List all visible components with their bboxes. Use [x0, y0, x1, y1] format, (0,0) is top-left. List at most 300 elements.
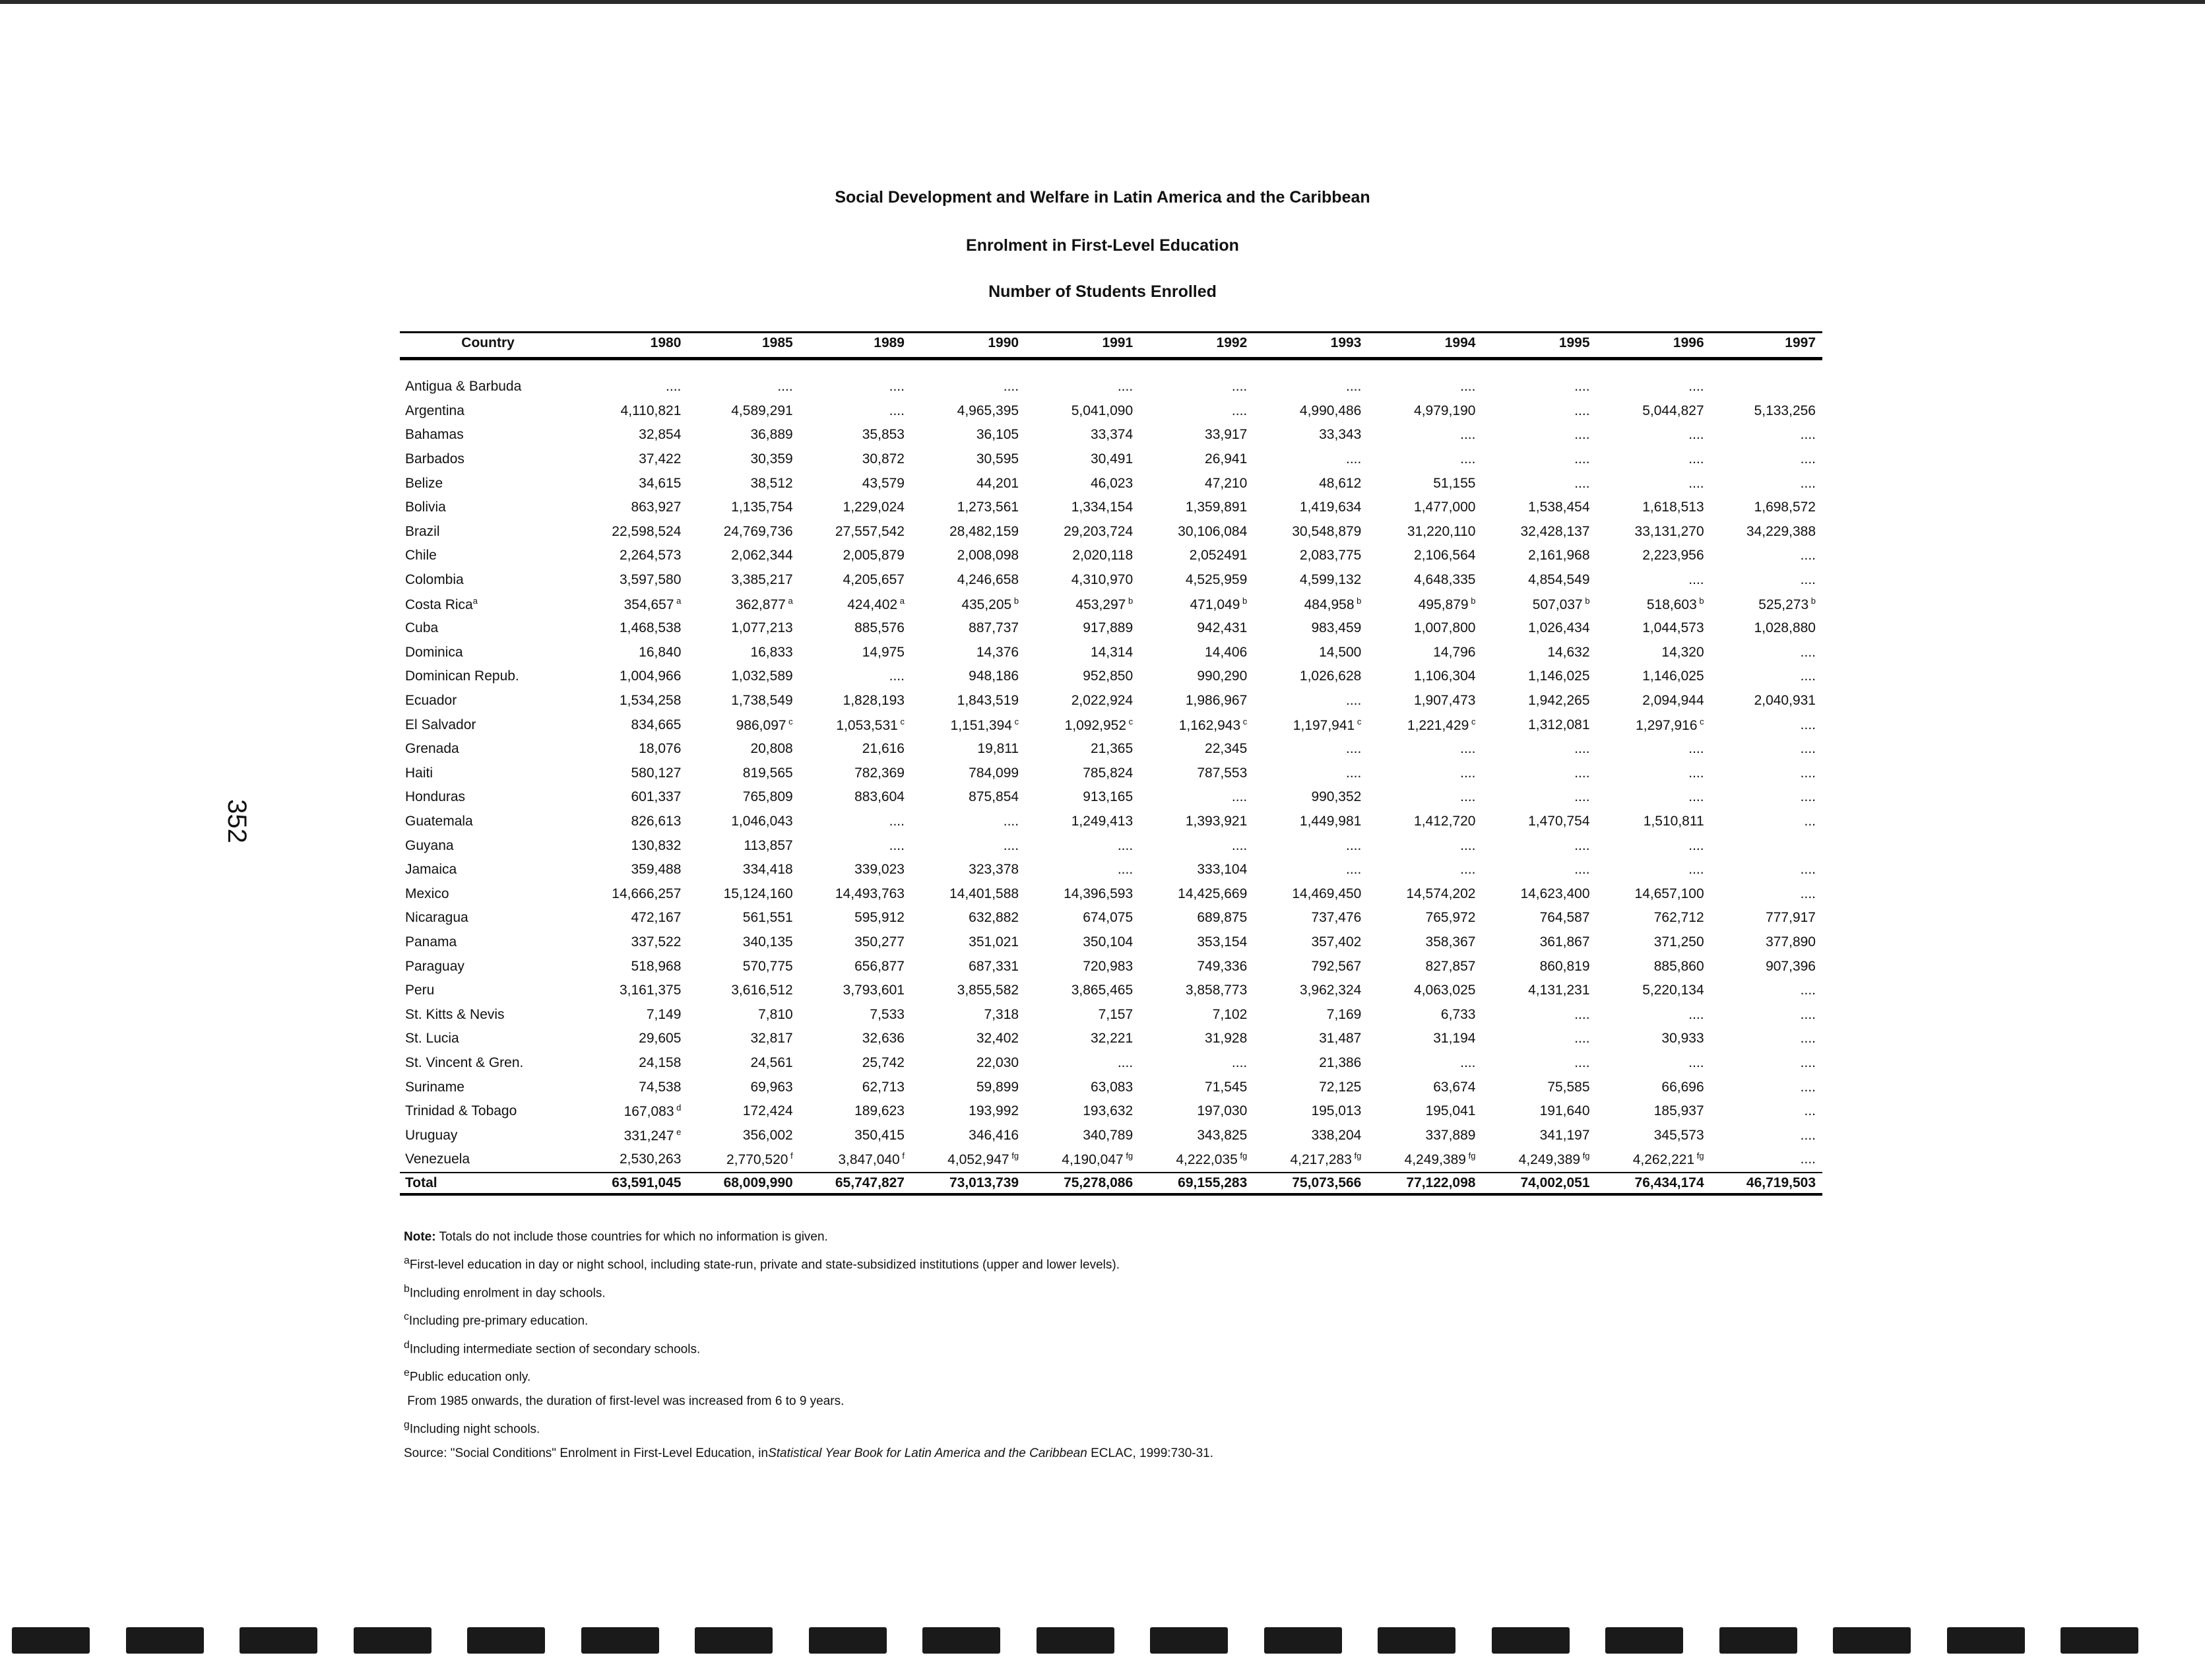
value-cell: 495,879 $^b$ — [1418, 595, 1476, 612]
value-cell: 2,062,344 — [731, 548, 793, 564]
value-cell: 7,533 — [870, 1006, 905, 1022]
value-cell: 377,890 — [1766, 934, 1816, 950]
value-cell: 764,587 — [1539, 910, 1590, 926]
value-cell: .... — [1003, 379, 1019, 395]
value-cell: 71,545 — [1205, 1079, 1248, 1095]
table-row — [400, 1147, 1822, 1173]
column-header-1992: 1992 — [1139, 333, 1254, 359]
country-cell: Brazil — [405, 523, 440, 539]
country-cell: Argentina — [405, 403, 464, 418]
value-cell: 345,573 — [1653, 1127, 1704, 1143]
value-cell: 1,106,304 — [1414, 668, 1476, 684]
table-row — [400, 785, 1822, 810]
country-cell: Barbados — [405, 451, 464, 467]
value-cell: 195,041 — [1425, 1103, 1476, 1119]
value-cell: 29,605 — [639, 1031, 682, 1047]
value-cell: 1,229,024 — [843, 500, 905, 515]
value-cell — [1711, 833, 1822, 858]
value-cell: 14,666,257 — [612, 886, 682, 901]
scan-mark — [581, 1627, 659, 1654]
table-row — [400, 1075, 1822, 1099]
value-cell: .... — [1460, 862, 1476, 878]
value-cell: 75,585 — [1547, 1079, 1590, 1095]
value-cell: .... — [1688, 837, 1704, 853]
value-cell: 33,374 — [1090, 427, 1134, 443]
value-cell: .... — [1688, 789, 1704, 805]
country-cell: St. Kitts & Nevis — [405, 1006, 505, 1022]
total-cell: 63,591,045 — [576, 1173, 687, 1194]
country-cell: Haiti — [405, 765, 433, 781]
value-cell: 1,044,573 — [1642, 620, 1704, 636]
value-cell: .... — [1800, 644, 1816, 660]
value-cell: .... — [1688, 765, 1704, 781]
table-row — [400, 423, 1822, 447]
value-cell: 362,877 $^a$ — [735, 595, 793, 612]
country-cell: St. Vincent & Gren. — [405, 1054, 524, 1070]
note-c: $^c$Including pre-primary education. — [404, 1311, 589, 1328]
value-cell: 525,273 $^b$ — [1758, 595, 1816, 612]
value-cell: 32,636 — [862, 1031, 905, 1047]
scan-mark — [126, 1627, 204, 1654]
column-header-1997: 1997 — [1711, 333, 1822, 359]
value-cell: 31,220,110 — [1407, 523, 1476, 539]
value-cell: 31,928 — [1205, 1031, 1248, 1047]
value-cell: 689,875 — [1197, 910, 1248, 926]
value-cell: 720,983 — [1083, 958, 1134, 974]
scan-mark — [1264, 1627, 1342, 1654]
value-cell: 333,104 — [1197, 862, 1248, 878]
value-cell: 4,525,959 — [1185, 572, 1248, 588]
value-cell: 4,589,291 — [731, 403, 793, 418]
value-cell: 43,579 — [862, 475, 905, 491]
enrolment-table — [400, 331, 1822, 1196]
value-cell: .... — [1574, 1031, 1590, 1047]
value-cell: .... — [1688, 427, 1704, 443]
value-cell: 21,365 — [1090, 741, 1134, 757]
table-row — [400, 737, 1822, 761]
note-d: $^d$Including intermediate section of secondary schools. — [404, 1339, 701, 1357]
table-row — [400, 1051, 1822, 1076]
value-cell: 30,491 — [1090, 451, 1134, 467]
country-cell: Trinidad & Tobago — [405, 1103, 517, 1119]
value-cell: .... — [1574, 862, 1590, 878]
value-cell: 30,933 — [1661, 1031, 1704, 1047]
source-note: Source: "Social Conditions" Enrolment in First-Level Education, inStatistical Year Book for Latin America and the Caribbean ECLAC, 1999:730-31. — [404, 1446, 1214, 1460]
value-cell: .... — [1688, 1006, 1704, 1022]
value-cell: .... — [777, 379, 793, 395]
value-cell: 784,099 — [969, 765, 1019, 781]
country-cell: El Salvador — [405, 717, 476, 732]
table-row — [400, 664, 1822, 689]
value-cell: 885,576 — [854, 620, 905, 636]
value-cell: 3,793,601 — [843, 983, 905, 998]
value-cell: 1,297,916 $^c$ — [1636, 716, 1704, 733]
scan-mark — [1833, 1627, 1911, 1654]
value-cell: 917,889 — [1083, 620, 1134, 636]
value-cell: 785,824 — [1083, 765, 1134, 781]
value-cell: 24,561 — [750, 1054, 793, 1070]
value-cell: .... — [1800, 475, 1816, 491]
value-cell: 340,789 — [1083, 1127, 1134, 1143]
value-cell: 29,203,724 — [1064, 523, 1134, 539]
value-cell: 358,367 — [1425, 934, 1476, 950]
value-cell: 471,049 $^b$ — [1190, 595, 1248, 612]
column-header-1990: 1990 — [911, 333, 1025, 359]
scan-mark — [2061, 1627, 2138, 1654]
value-cell: 1,146,025 — [1642, 668, 1704, 684]
value-cell: 834,665 — [631, 717, 682, 732]
column-header-country: Country — [400, 333, 576, 359]
value-cell: .... — [1800, 741, 1816, 757]
value-cell: 31,487 — [1319, 1031, 1362, 1047]
value-cell: 16,840 — [639, 644, 682, 660]
value-cell: .... — [1800, 548, 1816, 564]
value-cell: 346,416 — [969, 1127, 1019, 1143]
value-cell: 3,385,217 — [731, 572, 793, 588]
value-cell: 6,733 — [1440, 1006, 1476, 1022]
value-cell: 737,476 — [1311, 910, 1362, 926]
value-cell: 4,063,025 — [1414, 983, 1476, 998]
country-cell: Mexico — [405, 886, 449, 901]
value-cell: 1,698,572 — [1754, 500, 1816, 515]
value-cell: 30,359 — [750, 451, 793, 467]
value-cell: 3,855,582 — [957, 983, 1019, 998]
value-cell: 827,857 — [1425, 958, 1476, 974]
value-cell: 1,470,754 — [1528, 813, 1590, 829]
country-cell: Peru — [405, 983, 435, 998]
value-cell: 507,037 $^b$ — [1532, 595, 1590, 612]
value-cell: .... — [1117, 379, 1134, 395]
value-cell: .... — [1346, 765, 1362, 781]
value-cell: 191,640 — [1539, 1103, 1590, 1119]
value-cell: 46,023 — [1090, 475, 1134, 491]
country-cell: Chile — [405, 548, 437, 564]
table-row — [400, 520, 1822, 544]
value-cell: 4,249,389 $^{fg}$ — [1404, 1151, 1476, 1168]
country-cell: Dominica — [405, 644, 463, 660]
value-cell: 782,369 — [854, 765, 905, 781]
value-cell: .... — [1574, 403, 1590, 418]
value-cell: 193,632 — [1083, 1103, 1134, 1119]
value-cell: 21,616 — [862, 741, 905, 757]
table-unit-label: Number of Students Enrolled — [988, 282, 1217, 301]
value-cell: 885,860 — [1653, 958, 1704, 974]
value-cell: 1,510,811 — [1643, 813, 1704, 829]
column-header-1991: 1991 — [1025, 333, 1139, 359]
value-cell: 351,021 — [969, 934, 1019, 950]
value-cell: 4,249,389 $^{fg}$ — [1518, 1151, 1590, 1168]
value-cell: 51,155 — [1433, 475, 1476, 491]
value-cell: 913,165 — [1083, 789, 1134, 805]
value-cell: 4,979,190 — [1414, 403, 1476, 418]
value-cell: 1,412,720 — [1414, 813, 1476, 829]
value-cell: 1,942,265 — [1528, 693, 1590, 709]
value-cell: .... — [889, 403, 905, 418]
value-cell: 3,161,375 — [619, 983, 682, 998]
value-cell: .... — [1460, 1054, 1476, 1070]
value-cell: .... — [1460, 765, 1476, 781]
table-row — [400, 858, 1822, 882]
value-cell: 4,205,657 — [843, 572, 905, 588]
value-cell: 350,104 — [1083, 934, 1134, 950]
table-row — [400, 713, 1822, 737]
value-cell: 5,041,090 — [1071, 403, 1134, 418]
note-f: From 1985 onwards, the duration of first-level was increased from 6 to 9 years. — [407, 1394, 845, 1408]
value-cell: .... — [1574, 1054, 1590, 1070]
country-cell: Colombia — [405, 572, 464, 588]
value-cell: .... — [1346, 837, 1362, 853]
value-cell: 518,603 $^b$ — [1646, 595, 1704, 612]
table-row — [400, 1099, 1822, 1124]
page-title: Social Development and Welfare in Latin America and the Caribbean — [835, 188, 1370, 207]
value-cell: 2,005,879 — [843, 548, 905, 564]
value-cell: 1,028,880 — [1754, 620, 1816, 636]
value-cell: .... — [1460, 789, 1476, 805]
value-cell: 337,889 — [1425, 1127, 1476, 1143]
value-cell: 875,854 — [969, 789, 1019, 805]
value-cell: .... — [889, 668, 905, 684]
value-cell: 4,052,947 $^{fg}$ — [947, 1151, 1019, 1168]
value-cell: 32,854 — [639, 427, 682, 443]
value-cell: 2,040,931 — [1754, 693, 1816, 709]
scan-mark — [922, 1627, 1000, 1654]
table-row — [400, 761, 1822, 786]
value-cell: .... — [1574, 451, 1590, 467]
value-cell: 484,958 $^b$ — [1304, 595, 1362, 612]
value-cell: .... — [1688, 862, 1704, 878]
value-cell: 907,396 — [1766, 958, 1816, 974]
column-header-1996: 1996 — [1597, 333, 1711, 359]
scan-mark — [467, 1627, 545, 1654]
value-cell: 63,674 — [1433, 1079, 1476, 1095]
value-cell: .... — [1231, 789, 1248, 805]
value-cell: .... — [1800, 572, 1816, 588]
value-cell: 189,623 — [854, 1103, 905, 1119]
table-row — [400, 641, 1822, 665]
value-cell: 1,334,154 — [1071, 500, 1134, 515]
value-cell: 1,135,754 — [731, 500, 793, 515]
value-cell: 338,204 — [1311, 1127, 1362, 1143]
value-cell: .... — [889, 813, 905, 829]
value-cell: 30,872 — [862, 451, 905, 467]
value-cell: 14,314 — [1090, 644, 1134, 660]
scan-mark — [1719, 1627, 1797, 1654]
value-cell: 887,737 — [969, 620, 1019, 636]
value-cell: 48,612 — [1319, 475, 1362, 491]
note-a: $^a$First-level education in day or night school, including state-run, private and state-subsidized institutions (upper and lower levels). — [404, 1255, 1120, 1272]
value-cell: 1,843,519 — [957, 693, 1019, 709]
value-cell: 1,221,429 $^c$ — [1407, 716, 1476, 733]
note-g: $^g$Including night schools. — [404, 1419, 540, 1437]
value-cell: 826,613 — [631, 813, 682, 829]
value-cell: 32,817 — [750, 1031, 793, 1047]
value-cell: 353,154 — [1197, 934, 1248, 950]
scan-mark — [695, 1627, 773, 1654]
value-cell: 2,008,098 — [957, 548, 1019, 564]
value-cell: 36,889 — [750, 427, 793, 443]
value-cell: 341,197 — [1539, 1127, 1590, 1143]
value-cell: 350,277 — [854, 934, 905, 950]
value-cell: 2,106,564 — [1414, 548, 1476, 564]
value-cell: 4,222,035 $^{fg}$ — [1176, 1151, 1248, 1168]
value-cell: 167,083 $^d$ — [623, 1103, 682, 1120]
value-cell: 1,197,941 $^c$ — [1293, 716, 1362, 733]
total-cell: 65,747,827 — [800, 1173, 911, 1194]
value-cell: 4,131,231 — [1528, 983, 1590, 998]
table-row — [400, 810, 1822, 834]
table-row — [400, 568, 1822, 593]
value-cell: ... — [1804, 813, 1816, 829]
value-cell: .... — [1800, 1151, 1816, 1167]
value-cell: .... — [1003, 837, 1019, 853]
country-cell: Uruguay — [405, 1127, 458, 1143]
value-cell: .... — [1800, 862, 1816, 878]
value-cell: 33,131,270 — [1634, 523, 1704, 539]
value-cell: 356,002 — [742, 1127, 793, 1143]
value-cell: 1,026,628 — [1299, 668, 1362, 684]
value-cell: 7,149 — [646, 1006, 682, 1022]
value-cell: .... — [889, 837, 905, 853]
table-row — [400, 544, 1822, 568]
value-cell: .... — [1574, 1006, 1590, 1022]
value-cell: 1,986,967 — [1185, 693, 1248, 709]
value-cell: 357,402 — [1311, 934, 1362, 950]
value-cell: 334,418 — [742, 862, 793, 878]
total-cell: 76,434,174 — [1597, 1173, 1711, 1194]
scan-mark — [809, 1627, 887, 1654]
value-cell: .... — [1117, 1054, 1134, 1070]
value-cell: 674,075 — [1083, 910, 1134, 926]
table-subtitle: Enrolment in First-Level Education — [966, 236, 1239, 255]
scan-mark — [1150, 1627, 1228, 1654]
value-cell: 1,828,193 — [843, 693, 905, 709]
value-cell: 1,026,434 — [1528, 620, 1590, 636]
value-cell: 14,657,100 — [1634, 886, 1704, 901]
value-cell: 197,030 — [1197, 1103, 1248, 1119]
value-cell: 1,092,952 $^c$ — [1064, 716, 1134, 733]
value-cell: .... — [1574, 379, 1590, 395]
value-cell: 762,712 — [1653, 910, 1704, 926]
country-cell: Suriname — [405, 1079, 464, 1095]
value-cell: 990,352 — [1311, 789, 1362, 805]
value-cell: .... — [1231, 1054, 1248, 1070]
value-cell: 354,657 $^a$ — [623, 595, 682, 612]
value-cell: .... — [1800, 1031, 1816, 1047]
value-cell: 32,221 — [1090, 1031, 1134, 1047]
country-cell: Guatemala — [405, 813, 473, 829]
table-row — [400, 1123, 1822, 1147]
value-cell: 4,110,821 — [620, 403, 682, 418]
value-cell: 14,623,400 — [1520, 886, 1590, 901]
value-cell: 2,020,118 — [1072, 548, 1134, 564]
value-cell: 632,882 — [969, 910, 1019, 926]
value-cell: 1,249,413 — [1071, 813, 1134, 829]
value-cell: 35,853 — [862, 427, 905, 443]
value-cell: .... — [1574, 475, 1590, 491]
table-row — [400, 447, 1822, 472]
value-cell: .... — [1574, 765, 1590, 781]
country-cell: Dominican Repub. — [405, 668, 519, 684]
total-cell: 75,073,566 — [1254, 1173, 1368, 1194]
value-cell: 343,825 — [1197, 1127, 1248, 1143]
total-cell: 69,155,283 — [1139, 1173, 1254, 1194]
value-cell: .... — [1574, 427, 1590, 443]
country-cell: Costa Rica$^a$ — [405, 595, 478, 612]
value-cell: 570,775 — [742, 958, 793, 974]
value-cell: 20,808 — [750, 741, 793, 757]
value-cell: 14,401,588 — [949, 886, 1019, 901]
value-cell: 69,963 — [750, 1079, 793, 1095]
value-cell — [1711, 375, 1822, 399]
value-cell: .... — [1800, 1079, 1816, 1095]
table-row — [400, 954, 1822, 979]
value-cell: 4,190,047 $^{fg}$ — [1062, 1151, 1134, 1168]
value-cell: 361,867 — [1539, 934, 1590, 950]
value-cell: 983,459 — [1311, 620, 1362, 636]
value-cell: 1,738,549 — [731, 693, 793, 709]
page-number: 352 — [222, 799, 251, 843]
value-cell: 14,632 — [1547, 644, 1590, 660]
table-row — [400, 833, 1822, 858]
value-cell: .... — [1460, 379, 1476, 395]
value-cell: .... — [1346, 862, 1362, 878]
bottom-scan-marks — [12, 1627, 2202, 1656]
table-row — [400, 1002, 1822, 1027]
country-cell: Nicaragua — [405, 910, 468, 926]
value-cell: 4,648,335 — [1414, 572, 1476, 588]
value-cell: 38,512 — [750, 475, 793, 491]
value-cell: 14,500 — [1319, 644, 1362, 660]
value-cell: 4,599,132 — [1299, 572, 1362, 588]
value-cell: 25,742 — [862, 1054, 905, 1070]
value-cell: 14,425,669 — [1178, 886, 1248, 901]
scan-mark — [1492, 1627, 1570, 1654]
value-cell: 777,917 — [1766, 910, 1816, 926]
value-cell: 942,431 — [1197, 620, 1248, 636]
column-header-1993: 1993 — [1254, 333, 1368, 359]
value-cell: .... — [1574, 741, 1590, 757]
column-header-1989: 1989 — [800, 333, 911, 359]
note-general: Note: Totals do not include those countries for which no information is given. — [404, 1230, 828, 1244]
value-cell: 1,618,513 — [1642, 500, 1704, 515]
total-cell: 68,009,990 — [687, 1173, 799, 1194]
table-row — [400, 882, 1822, 906]
scan-mark — [354, 1627, 431, 1654]
value-cell: 14,493,763 — [835, 886, 905, 901]
value-cell: 14,574,202 — [1406, 886, 1476, 901]
table-row — [400, 689, 1822, 713]
table-header-row — [400, 333, 1822, 359]
value-cell: 1,053,531 $^c$ — [836, 716, 905, 733]
value-cell: .... — [1688, 1054, 1704, 1070]
value-cell: 3,865,465 — [1071, 983, 1134, 998]
value-cell: 66,696 — [1661, 1079, 1704, 1095]
country-cell: Jamaica — [405, 862, 457, 878]
value-cell: 1,534,258 — [619, 693, 682, 709]
value-cell: 4,965,395 — [957, 403, 1019, 418]
value-cell: 47,210 — [1205, 475, 1248, 491]
value-cell: .... — [889, 379, 905, 395]
value-cell: 337,522 — [631, 934, 682, 950]
value-cell: 323,378 — [969, 862, 1019, 878]
value-cell: 14,406 — [1205, 644, 1248, 660]
scan-mark — [1605, 1627, 1683, 1654]
value-cell: 749,336 — [1197, 958, 1248, 974]
value-cell: 3,858,773 — [1185, 983, 1248, 998]
country-cell: Bahamas — [405, 427, 464, 443]
value-cell: 37,422 — [639, 451, 682, 467]
value-cell: 1,004,966 — [619, 668, 682, 684]
